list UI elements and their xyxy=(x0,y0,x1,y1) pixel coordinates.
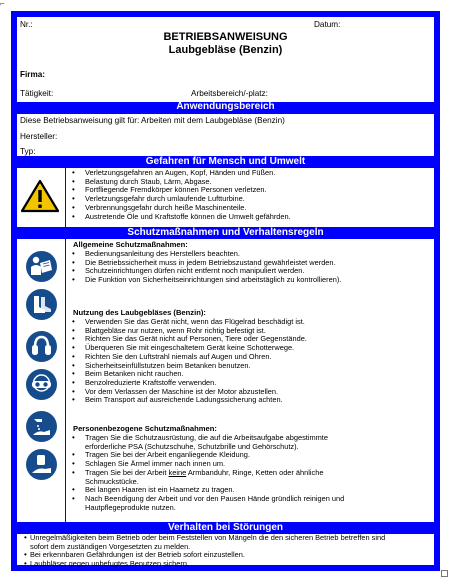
hand-wash-icon xyxy=(26,411,57,442)
list-item: • Die Betriebssicherheit muss in jedem Betriebszustand gewährleistet werden. xyxy=(65,259,341,268)
schutz-box xyxy=(17,239,434,522)
stoerungen-box xyxy=(17,533,434,569)
nutzung-list xyxy=(65,318,307,405)
list-item: • Beim Betanken nicht rauchen. xyxy=(65,370,307,379)
document-title: BETRIEBSANWEISUNG xyxy=(163,31,288,43)
list-item: • Die Funktion von Sicherheitseinrichtungen sind arbeitstäglich zu kontrollieren). xyxy=(65,276,341,285)
list-item: • Bei erkennbaren Gefährdungen ist der Betrieb sofort einzustellen. xyxy=(17,551,385,560)
section-heading-stoerungen: Verhalten bei Störungen xyxy=(167,522,284,533)
list-item: • Schlagen Sie Ärmel immer nach innen um. xyxy=(65,460,344,469)
arbeitsbereich-label: Arbeitsbereich/-platz: xyxy=(191,89,268,98)
ear-protection-icon xyxy=(26,331,57,362)
list-item: • Belastung durch Staub, Lärm, Abgase. xyxy=(65,178,291,187)
typ-label: Typ: xyxy=(20,147,36,156)
gefahren-box xyxy=(17,168,434,227)
list-item: • Tragen Sie die Schutzausrüstung, die auf die Arbeitsaufgabe abgestimmte erforderliche PSA (Schutzschuhe, Schutzbrille und Gehörschutz). xyxy=(65,434,344,451)
corner-handle xyxy=(441,570,448,577)
list-item: • Blattgebläse nur nutzen, wenn Rohr richtig befestigt ist. xyxy=(65,327,307,336)
allgemein-list xyxy=(65,250,341,285)
section-heading-anwendungsbereich: Anwendungsbereich xyxy=(176,101,275,112)
list-item: • Tragen Sie bei der Arbeit keine Armbanduhr, Ringe, Ketten oder ähnliche Schmuckstücke. xyxy=(65,469,344,486)
corner-mark: ⌐ xyxy=(0,0,5,8)
list-item: • Fortfliegende Fremdkörper können Personen verletzen. xyxy=(65,186,291,195)
safety-goggles-icon xyxy=(26,369,57,400)
betriebsanweisung-frame xyxy=(11,11,440,571)
list-item: • Sicherheitseinfüllstutzen beim Betanken benutzen. xyxy=(65,362,307,371)
list-item: • Nach Beendigung der Arbeit und vor den Pausen Hände gründlich reinigen und Hautpflegeprodukte nutzen. xyxy=(65,495,344,512)
hersteller-label: Hersteller: xyxy=(20,132,58,141)
firma-label: Firma: xyxy=(20,70,46,79)
section-heading-gefahren: Gefahren für Mensch und Umwelt xyxy=(145,156,306,167)
list-item: • Bedienungsanleitung des Herstellers beachten. xyxy=(65,250,341,259)
nutzung-title: Nutzung des Laubgebläses (Benzin): xyxy=(73,308,206,317)
person-title: Personenbezogene Schutzmaßnahmen: xyxy=(73,424,217,433)
anwendungsbereich-box xyxy=(17,114,434,156)
list-item: • Richten Sie den Luftstrahl niemals auf Augen und Ohren. xyxy=(65,353,307,362)
list-item: • Richten Sie das Gerät nicht auf Personen, Tiere oder Gegenstände. xyxy=(65,335,307,344)
keine-underlined: keine xyxy=(168,467,187,477)
warning-triangle-icon xyxy=(21,179,59,213)
list-item: • Austretende Öle und Kraftstoffe können die Umwelt gefährden. xyxy=(65,213,291,222)
list-item: • Tragen Sie bei der Arbeit enganliegende Kleidung. xyxy=(65,451,344,460)
list-item: • Laubbläser gegen unbefugtes Benutzen sichern. xyxy=(17,560,385,569)
list-item: • Verbrennungsgefahr durch heiße Maschinenteile. xyxy=(65,204,291,213)
read-manual-icon xyxy=(26,251,57,282)
nr-label: Nr.: xyxy=(20,20,33,29)
list-item: • Verletzungsgefahr durch umlaufende Luftturbine. xyxy=(65,195,291,204)
list-item: • Verwenden Sie das Gerät nicht, wenn das Flügelrad beschädigt ist. xyxy=(65,318,307,327)
list-item: • Vor dem Verlassen der Maschine ist der Motor abzustellen. xyxy=(65,388,307,397)
list-item: • Verletzungsgefahren an Augen, Kopf, Händen und Füßen. xyxy=(65,169,291,178)
stoerungen-list xyxy=(17,534,385,569)
datum-label: Datum: xyxy=(314,20,341,29)
list-item: • Unregelmäßigkeiten beim Betrieb oder beim Feststellen von Mängeln die den sicheren Betrieb betreffen sind sofort dem zuständigen Vorgesetzten zu melden. xyxy=(17,534,385,551)
section-heading-schutz: Schutzmaßnahmen und Verhaltensregeln xyxy=(127,227,324,238)
list-item: • Beim Transport auf ausreichende Ladungssicherung achten. xyxy=(65,396,307,405)
safety-boots-icon xyxy=(26,289,57,320)
document-subtitle: Laubgebläse (Benzin) xyxy=(168,44,283,56)
allgemein-title: Allgemeine Schutzmaßnahmen: xyxy=(73,240,188,249)
list-item: • Überqueren Sie mit eingeschaltetem Gerät keine Schotterwege. xyxy=(65,344,307,353)
list-item: • Bei langen Haaren ist ein Haarnetz zu tragen. xyxy=(65,486,344,495)
person-list xyxy=(65,434,344,512)
scope-text: Diese Betriebsanweisung gilt für: Arbeiten mit dem Laubgebläse (Benzin) xyxy=(20,116,285,125)
list-item: • Schutzeinrichtungen dürfen nicht entfernt noch manipuliert werden. xyxy=(65,267,341,276)
gefahren-list xyxy=(65,169,291,221)
skin-care-icon xyxy=(26,449,57,480)
list-item: • Benzolreduzierte Kraftstoffe verwenden. xyxy=(65,379,307,388)
header-box xyxy=(17,17,434,102)
taetigkeit-label: Tätigkeit: xyxy=(20,89,54,98)
